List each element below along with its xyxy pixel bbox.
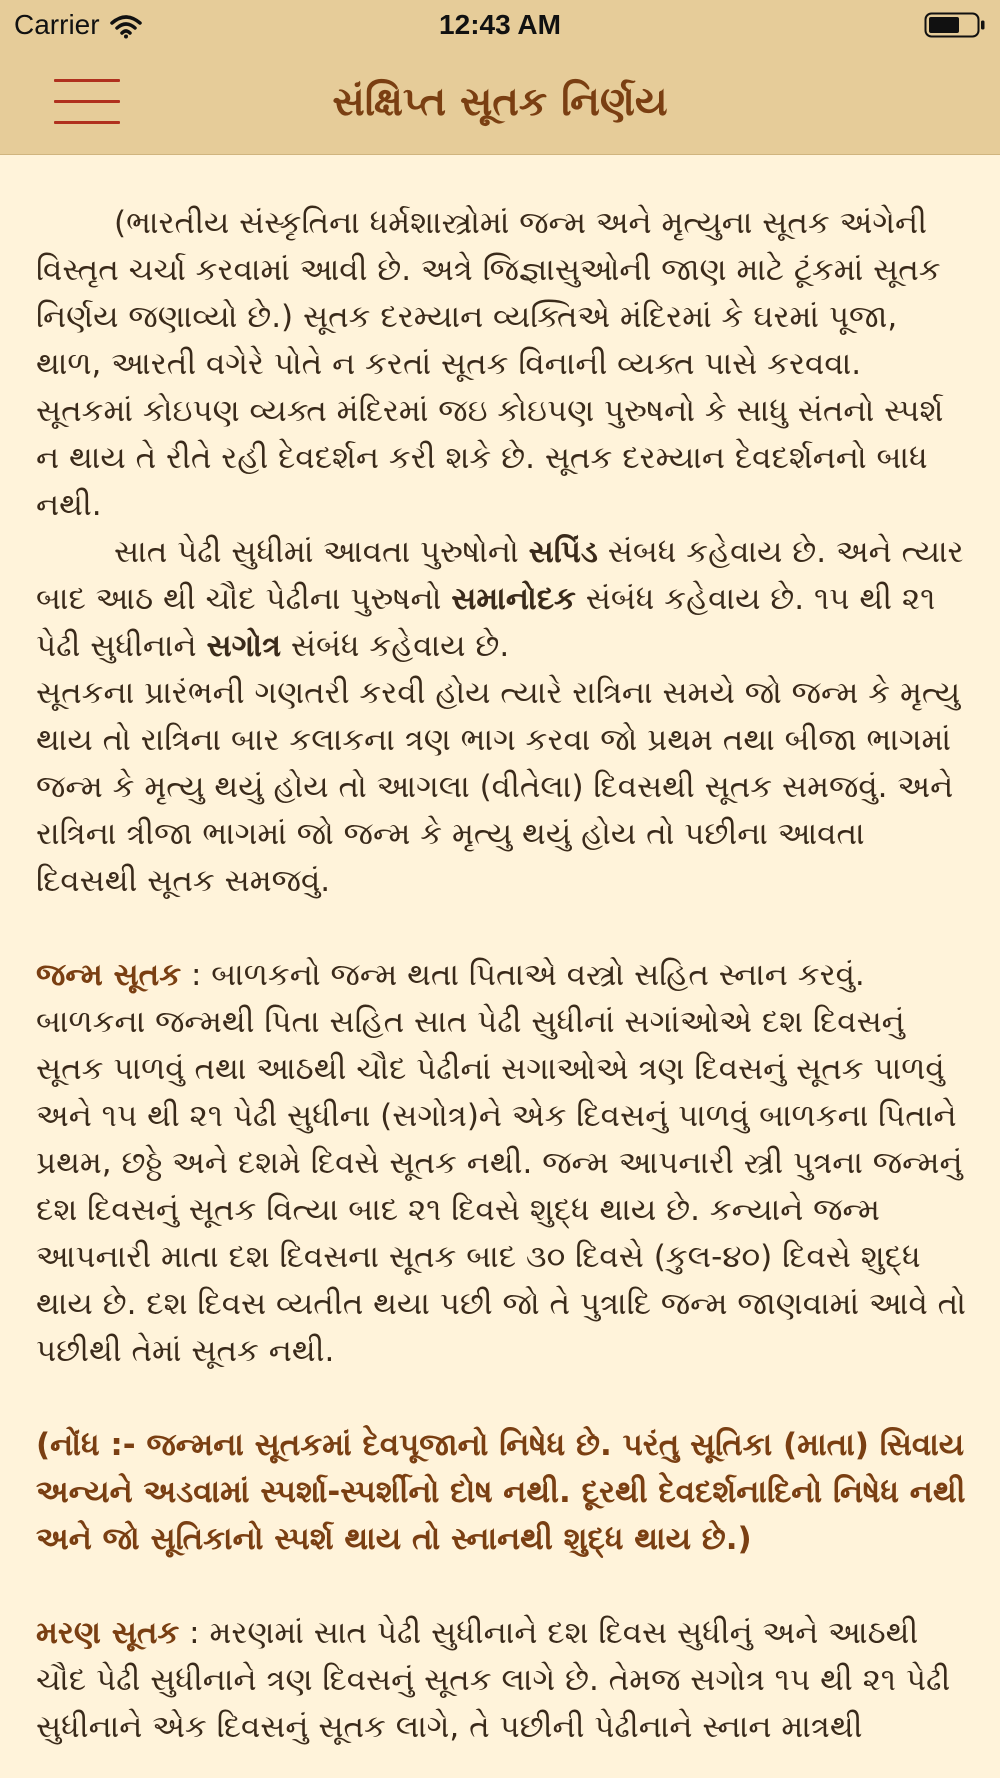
navigation-bar xyxy=(0,50,1000,155)
status-time: 12:43 AM xyxy=(439,9,561,40)
birth-sutak-text: : બાળકનો જન્મ થતા પિતાએ વસ્ત્રો સહિત સ્નાન કરવું. બાળકના જન્મથી પિતા સહિત સાત પેઢી સુધીનાં સગાંઓએ દશ દિવસનું સૂતક પાળવું તથા આઠથી ચૌદ પેઢીનાં સગાઓએ ત્રણ દિવસનું સૂતક પાળવું અને ૧૫ થી ૨૧ પેઢી સુધીના (સગોત્ર)ને એક દિવસનું પાળવું બાળકના પિતાને પ્રથમ, છઠ્ઠે અને દશમે દિવસે સૂતક નથી. જન્મ આપનારી સ્ત્રી પુત્રના જન્મનું દશ દિવસનું સૂતક વિત્યા બાદ ૨૧ દિવસે શુદ્ધ થાય છે. કન્યાને જન્મ આપનારી માતા દશ દિવસના સૂતક બાદ ૩૦ દિવસે (કુલ-૪૦) દિવસે શુદ્ધ થાય છે. દશ દિવસ વ્યતીત થયા પછી જો તે પુત્રાદિ જન્મ જાણવામાં આવે તો પછીથી તેમાં સૂતક નથી. xyxy=(36,957,966,1369)
samanodaka-term: સમાનોદક xyxy=(451,581,576,617)
status-bar xyxy=(0,0,1000,50)
battery-icon xyxy=(924,12,986,38)
page-title: સંક્ષિપ્ત સૂતક નિર્ણય xyxy=(332,79,668,125)
note-paragraph: (નોંધ :- જન્મના સૂતકમાં દેવપૂજાનો નિષેધ છે. પરંતુ સૂતિકા (માતા) સિવાય અન્યને અડવામાં સ્પર્શા-સ્પર્શીનો દોષ નથી. દૂરથી દેવદર્શનાદિનો નિષેધ નથી અને જો સૂતિકાનો સ્પર્શ થાય તો સ્નાનથી શુદ્ધ થાય છે.) xyxy=(36,1427,966,1557)
birth-sutak-paragraph xyxy=(36,952,966,1375)
spacer xyxy=(36,905,966,952)
relation-paragraph xyxy=(36,529,966,670)
death-sutak-heading: મરણ સૂતક xyxy=(36,1615,180,1651)
spacer xyxy=(36,1375,966,1422)
sagotra-term: સગોત્ર xyxy=(206,628,282,664)
relation-text-4: સંબંધ કહેવાય છે. xyxy=(281,628,510,664)
carrier-label: Carrier xyxy=(14,9,100,40)
relation-text-2: સંબધ કહેવાય છે. અને ત્યાર બાદ આઠ થી ચૌદ પેઢીના પુરુષનો xyxy=(36,534,964,617)
night-calculation-paragraph: સૂતકના પ્રારંભની ગણતરી કરવી હોય ત્યારે રાત્રિના સમયે જો જન્મ કે મૃત્યુ થાય તો રાત્રિના બાર કલાકના ત્રણ ભાગ કરવા જો પ્રથમ તથા બીજા ભાગમાં જન્મ કે મૃત્યુ થયું હોય તો આગલા (વીતેલા) દિવસથી સૂતક સમજવું. અને રાત્રિના ત્રીજા ભાગમાં જો જન્મ કે મૃત્યુ થયું હોય તો પછીના આવતા દિવસથી સૂતક સમજવું. xyxy=(36,675,961,899)
relation-text-1: સાત પેઢી સુધીમાં આવતા પુરુષોનો xyxy=(114,534,529,570)
content-area[interactable] xyxy=(36,200,966,1778)
relation-text-3: સંબંધ કહેવાય છે. ૧૫ થી ૨૧ પેઢી સુધીનાને xyxy=(36,581,936,664)
birth-sutak-heading: જન્મ સૂતક xyxy=(36,957,182,993)
death-sutak-paragraph xyxy=(36,1610,966,1751)
intro-paragraph: (ભારતીય સંસ્કૃતિના ધર્મશાસ્ત્રોમાં જન્મ અને મૃત્યુના સૂતક અંગેની વિસ્તૃત ચર્ચા કરવામાં આવી છે. અત્રે જિજ્ઞાસુઓની જાણ માટે ટૂંકમાં સૂતક નિર્ણય જણાવ્યો છે.) સૂતક દરમ્યાન વ્યક્તિએ મંદિરમાં કે ઘરમાં પૂજા, થાળ, આરતી વગેરે પોતે ન કરતાં સૂતક વિનાની વ્યક્ત પાસે કરવવા. સૂતકમાં કોઇપણ વ્યક્ત મંદિરમાં જઇ કોઇપણ પુરુષનો કે સાધુ સંતનો સ્પર્શ ન થાય તે રીતે રહી દેવદર્શન કરી શકે છે. સૂતક દરમ્યાન દેવદર્શનનો બાધ નથી. xyxy=(36,205,944,523)
death-sutak-text: : મરણમાં સાત પેઢી સુધીનાને દશ દિવસ સુધીનું અને આઠથી ચૌદ પેઢી સુધીનાને ત્રણ દિવસનું સૂતક લાગે છે. તેમજ સગોત્ર ૧૫ થી ૨૧ પેઢી સુધીનાને એક દિવસનું સૂતક લાગે, તે પછીની પેઢીનાને સ્નાન માત્રથી xyxy=(36,1615,951,1745)
sapinda-term: સપિંડ xyxy=(528,534,598,570)
spacer xyxy=(36,1563,966,1610)
